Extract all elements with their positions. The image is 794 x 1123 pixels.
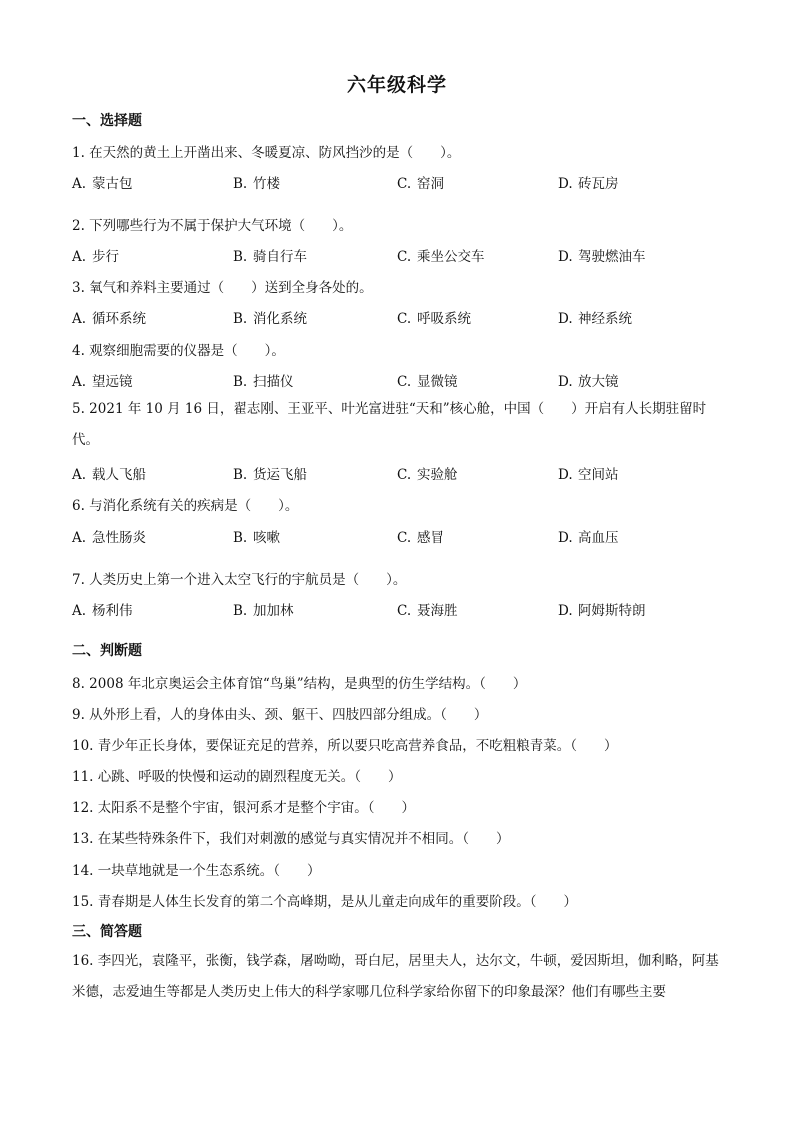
option-a[interactable]: A. 急性肠炎 xyxy=(72,530,146,546)
option-a[interactable]: A. 载人飞船 xyxy=(72,467,146,483)
option-b[interactable]: B. 货运飞船 xyxy=(233,467,307,483)
question-stem: 7. 人类历史上第一个进入太空飞行的宇航员是（ ）。 xyxy=(72,572,407,588)
page-title: 六年级科学 xyxy=(346,74,447,96)
judge-question: 13. 在某些特殊条件下，我们对刺激的感觉与真实情况并不相同。（ ） xyxy=(72,831,510,847)
option-a[interactable]: A. 循环系统 xyxy=(72,311,146,327)
short-answer-question: 16. 李四光，袁隆平，张衡，钱学森，屠呦呦，哥白尼，居里夫人，达尔文，牛顿，爱因斯坦，伽利略，阿基米德，志爱迪生等都是人类历史上伟大的科学家哪几位科学家给你留下的印象最深？他们有哪些主要 xyxy=(72,953,719,1000)
option-d[interactable]: D. 神经系统 xyxy=(558,311,632,327)
option-row xyxy=(72,526,732,546)
option-c[interactable]: C. 显微镜 xyxy=(397,374,458,390)
judge-question: 12. 太阳系不是整个宇宙，银河系才是整个宇宙。（ ） xyxy=(72,800,416,816)
question-stem: 4. 观察细胞需要的仪器是（ ）。 xyxy=(72,343,285,359)
option-d[interactable]: D. 高血压 xyxy=(558,530,619,546)
option-a[interactable]: A. 望远镜 xyxy=(72,374,133,390)
question-stem: 1. 在天然的黄土上开凿出来、冬暖夏凉、防风挡沙的是（ ）。 xyxy=(72,145,461,161)
option-row xyxy=(72,463,732,483)
section-heading-short-answer: 三、简答题 xyxy=(72,924,142,940)
option-row xyxy=(72,370,732,390)
option-a[interactable]: A. 杨利伟 xyxy=(72,603,133,619)
question-stem: 6. 与消化系统有关的疾病是（ ）。 xyxy=(72,498,299,514)
judge-question: 11. 心跳、呼吸的快慢和运动的剧烈程度无关。（ ） xyxy=(72,769,402,785)
option-d[interactable]: D. 驾驶燃油车 xyxy=(558,249,646,265)
option-b[interactable]: B. 咳嗽 xyxy=(233,530,280,546)
option-b[interactable]: B. 消化系统 xyxy=(233,311,307,327)
question-stem: 3. 氧气和养料主要通过（ ）送到全身各处的。 xyxy=(72,280,373,296)
judge-question: 15. 青春期是人体生长发育的第二个高峰期，是从儿童走向成年的重要阶段。（ ） xyxy=(72,894,578,910)
option-row xyxy=(72,599,732,619)
option-c[interactable]: C. 聂海胜 xyxy=(397,603,458,619)
judge-question: 9. 从外形上看，人的身体由头、颈、躯干、四肢四部分组成。（ ） xyxy=(72,707,488,723)
option-c[interactable]: C. 实验舱 xyxy=(397,467,458,483)
option-row xyxy=(72,172,732,192)
section-heading-choice: 一、选择题 xyxy=(72,113,142,129)
question-stem: 5. 2021 年 10 月 16 日，翟志刚、王亚平、叶光富进驻“天和”核心舱，中国（ ）开启有人长期驻留时代。 xyxy=(72,401,707,448)
judge-question: 10. 青少年正长身体，要保证充足的营养，所以要只吃高营养食品，不吃粗粮青菜。（ ） xyxy=(72,738,618,754)
option-d[interactable]: D. 放大镜 xyxy=(558,374,619,390)
option-c[interactable]: C. 乘坐公交车 xyxy=(397,249,485,265)
option-d[interactable]: D. 阿姆斯特朗 xyxy=(558,603,646,619)
section-heading-judge: 二、判断题 xyxy=(72,643,142,659)
option-c[interactable]: C. 感冒 xyxy=(397,530,444,546)
option-a[interactable]: A. 蒙古包 xyxy=(72,176,133,192)
option-c[interactable]: C. 呼吸系统 xyxy=(397,311,471,327)
option-d[interactable]: D. 砖瓦房 xyxy=(558,176,619,192)
judge-question: 8. 2008 年北京奥运会主体育馆“鸟巢”结构，是典型的仿生学结构。（ ） xyxy=(72,676,527,692)
option-row xyxy=(72,307,732,327)
option-d[interactable]: D. 空间站 xyxy=(558,467,619,483)
option-b[interactable]: B. 骑自行车 xyxy=(233,249,307,265)
option-b[interactable]: B. 竹楼 xyxy=(233,176,280,192)
option-row xyxy=(72,245,732,265)
option-b[interactable]: B. 扫描仪 xyxy=(233,374,294,390)
question-stem: 2. 下列哪些行为不属于保护大气环境（ ）。 xyxy=(72,218,353,234)
judge-question: 14. 一块草地就是一个生态系统。（ ） xyxy=(72,863,321,879)
option-c[interactable]: C. 窑洞 xyxy=(397,176,444,192)
option-b[interactable]: B. 加加林 xyxy=(233,603,294,619)
option-a[interactable]: A. 步行 xyxy=(72,249,119,265)
